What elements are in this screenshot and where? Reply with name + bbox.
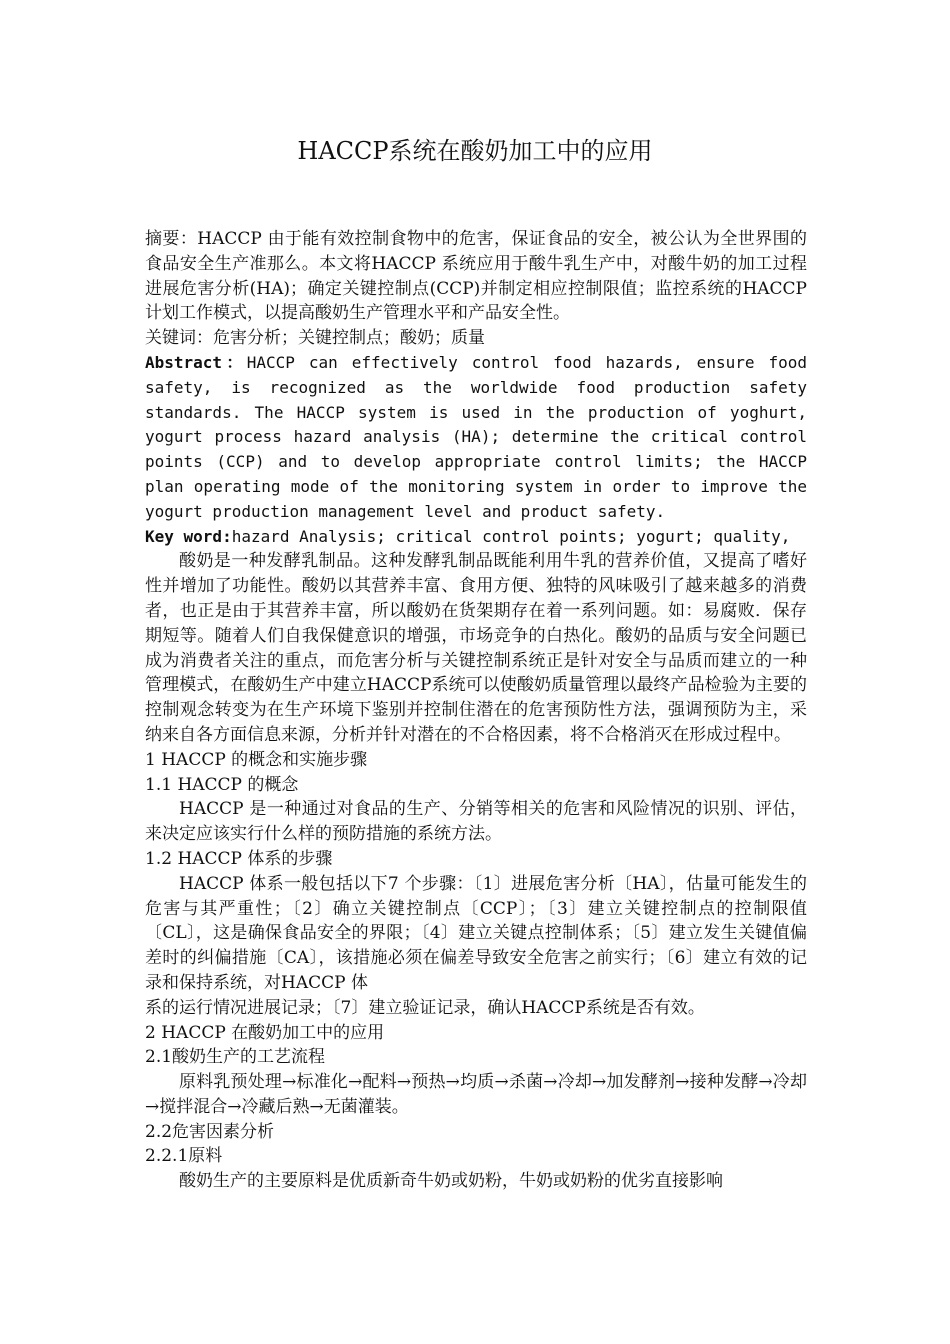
paragraph-2-1: 原料乳预处理→标准化→配料→预热→均质→杀菌→冷却→加发酵剂→接种发酵→冷却→搅拌混合→冷藏后熟→无菌灌装。 <box>145 1072 807 1117</box>
keywords-en-text: hazard Analysis; critical control points; yogurt; quality, <box>231 526 791 546</box>
section-heading-1: 1 HACCP 的概念和实施步骤 <box>145 749 368 770</box>
paragraph-1-1: HACCP 是一种通过对食品的生产、分销等相关的危害和风险情况的识别、评估，来决定应该实行什么样的预防措施的系统方法。 <box>145 799 807 845</box>
section-heading-2: 2 HACCP 在酸奶加工中的应用 <box>145 1022 385 1043</box>
paragraph-1-2a: HACCP 体系一般包括以下7 个步骤：〔1〕进展危害分析〔HA〕，估量可能发生的危害与其严重性；〔2〕确立关键控制点〔CCP〕；〔3〕建立关键控制点的控制限值〔CL〕，这是确保食品安全的界限；〔4〕建立关键点控制体系；〔5〕建立发生关键值偏差时的纠偏措施〔CA〕，该措施必须在偏差导致安全危害之前实行；〔6〕建立有效的记录和保持系统，对HACCP 体 <box>145 873 807 993</box>
keywords-en-label: Key word: <box>145 526 232 546</box>
abstract-cn: 摘要：HACCP 由于能有效控制食物中的危害，保证食品的安全，被公认为全世界围的食品安全生产准那么。本文将HACCP 系统应用于酸牛乳生产中，对酸牛奶的加工过程进展危害分析(HA)；确定关键控制点(CCP)并制定相应控制限值；监控系统的HACCP 计划工作模式，以提高酸奶生产管理水平和产品安全性。 <box>145 229 807 324</box>
document-body <box>145 227 807 1194</box>
section-heading-2-2-1: 2.2.1原料 <box>145 1146 223 1167</box>
abstract-en-text: HACCP can effectively control food hazards, ensure food safety, is recognized as the worldwide food production safety standards. The HACCP system is used in the production of yoghurt, yogurt process hazard analysis (HA); determine the critical control points (CCP) and to develop appropriate control limits; the HACCP plan operating mode of the monitoring system in order to improve the yogurt production management level and product safety. <box>145 352 807 521</box>
section-heading-2-2: 2.2危害因素分析 <box>145 1121 275 1142</box>
section-heading-1-1: 1.1 HACCP 的概念 <box>145 774 299 795</box>
document-title: HACCP系统在酸奶加工中的应用 <box>297 137 653 165</box>
abstract-en-label: Abstract： <box>145 352 247 372</box>
keywords-cn: 关键词：危害分析；关键控制点；酸奶；质量 <box>145 328 485 349</box>
intro-paragraph: 酸奶是一种发酵乳制品。这种发酵乳制品既能利用牛乳的营养价值，又提高了嗜好性并增加了功能性。酸奶以其营养丰富、食用方便、独特的风味吸引了越来越多的消费者，也正是由于其营养丰富，所以酸奶在货架期存在着一系列问题。如：易腐败．保存期短等。随着人们自我保健意识的增强，市场竞争的白热化。酸奶的品质与安全问题已成为消费者关注的重点，而危害分析与关键控制系统正是针对安全与品质而建立的一种管理模式，在酸奶生产中建立HACCP系统可以使酸奶质量管理以最终产品检验为主要的控制观念转变为在生产环境下鉴别并控制住潜在的危害预防性方法，强调预防为主，采纳来自各方面信息来源，分析并针对潜在的不合格因素，将不合格消灭在形成过程中。 <box>145 551 807 745</box>
paragraph-1-2b: 系的运行情况进展记录；〔7〕建立验证记录，确认HACCP系统是否有效。 <box>145 997 705 1018</box>
section-heading-2-1: 2.1酸奶生产的工艺流程 <box>145 1047 326 1068</box>
paragraph-2-2-1: 酸奶生产的主要原料是优质新奇牛奶或奶粉，牛奶或奶粉的优劣直接影响 <box>179 1171 723 1192</box>
abstract-en <box>145 351 807 525</box>
section-heading-1-2: 1.2 HACCP 体系的步骤 <box>145 848 333 869</box>
keywords-en <box>145 525 807 550</box>
